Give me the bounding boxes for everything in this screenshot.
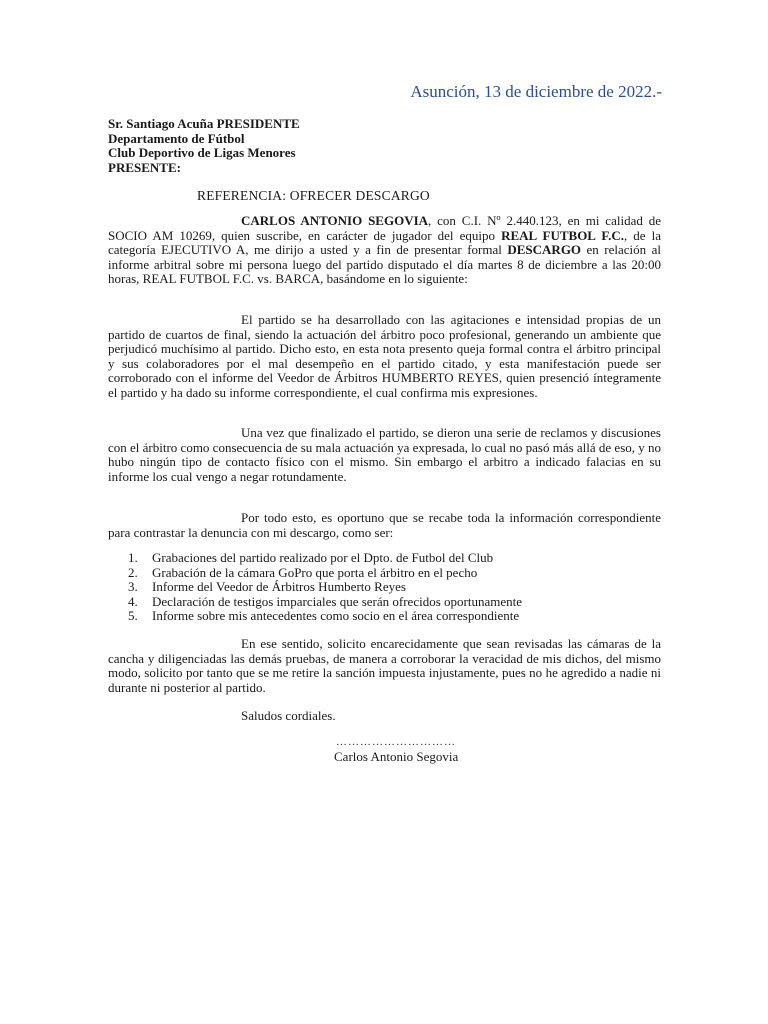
signature-name: Carlos Antonio Segovia [334, 749, 459, 764]
paragraph-match: El partido se ha desarrollado con las agitaciones e intensidad propias de un partido de cuartos de final, siendo la actuación del árbitro poco profesional, generando un ambiente que perjudicó muchísimo al partido. Dicho esto, en esta nota presento queja formal contra el árbitro principal y sus colaboradores por el mal desempeño en el partido citado, y esta manifestación puede ser corroborado con el informe del Veedor de Árbitros HUMBERTO REYES, quien presenció íntegramente el partido y ha dado su informe correspondiente, el cual confirma mis expresiones. [108, 312, 661, 400]
recipient-department: Departamento de Fútbol [108, 130, 245, 146]
paragraph-after-match: Una vez que finalizado el partido, se dieron una serie de reclamos y discusiones con el árbitro como consecuencia de su mala actuación ya expresada, lo cual no pasó más allá de eso, y no hubo ningún tipo de contacto físico con el mismo. Sin embargo el arbitro a indicado falacias en su informe los cual vengo a negar rotundamente. [108, 425, 662, 484]
list-item: 1. Grabaciones del partido realizado por el Dpto. de Futbol del Club [128, 550, 494, 565]
closing-salutation: Saludos cordiales. [241, 708, 336, 723]
recipient-block [108, 117, 300, 175]
reference-line: REFERENCIA: OFRECER DESCARGO [197, 188, 430, 203]
signature-line: ………………………… [336, 736, 456, 748]
letter-date: Asunción, 13 de diciembre de 2022.- [410, 82, 662, 101]
intro-text-2: , de la categoría EJECUTIVO A, me dirijo a usted y a fin de presentar formal [108, 227, 661, 257]
list-item: 2. Grabación de la cámara GoPro que porta el árbitro en el pecho [128, 564, 478, 580]
descargo-keyword: DESCARGO [507, 242, 582, 257]
team-name: REAL FUTBOL F.C. [501, 227, 624, 243]
intro-text-1: , con C.I. Nº 2.440.123, en mi calidad de SOCIO AM 10269, quien suscribe, en carácter de jugador del equipo [108, 213, 661, 243]
list-item: 3. Informe del Veedor de Árbitros Humberto Reyes [128, 579, 406, 594]
paragraph-evidence-request: Por todo esto, es oportuno que se recabe toda la información correspondiente para contrastar la denuncia con mi descargo, como ser: [108, 510, 661, 540]
sender-name: CARLOS ANTONIO SEGOVIA [241, 213, 429, 228]
list-item: 4. Declaración de testigos imparciales que serán ofrecidos oportunamente [128, 593, 522, 609]
evidence-list [108, 551, 661, 624]
paragraph-request: En ese sentido, solicito encarecidamente que sean revisadas las cámaras de la cancha y diligenciadas las demás pruebas, de manera a corroborar la veracidad de mis dichos, del mismo modo, solicito por tanto que se me retire la sanción impuesta injustamente, pues no he agredido a nadie ni durante ni posterior al partido. [108, 636, 661, 695]
intro-text-3: en relación al informe arbitral sobre mi persona luego del partido disputado el día martes 8 de diciembre a las 20:00 horas, REAL FUTBOL F.C. vs. BARCA, basándome en lo siguiente: [108, 242, 661, 286]
paragraph-intro [108, 214, 661, 287]
list-item: 5. Informe sobre mis antecedentes como socio en el área correspondiente [128, 608, 520, 623]
recipient-presente: PRESENTE: [108, 159, 181, 175]
recipient-name: Sr. Santiago Acuña PRESIDENTE [108, 116, 300, 131]
recipient-club: Club Deportivo de Ligas Menores [108, 145, 296, 160]
